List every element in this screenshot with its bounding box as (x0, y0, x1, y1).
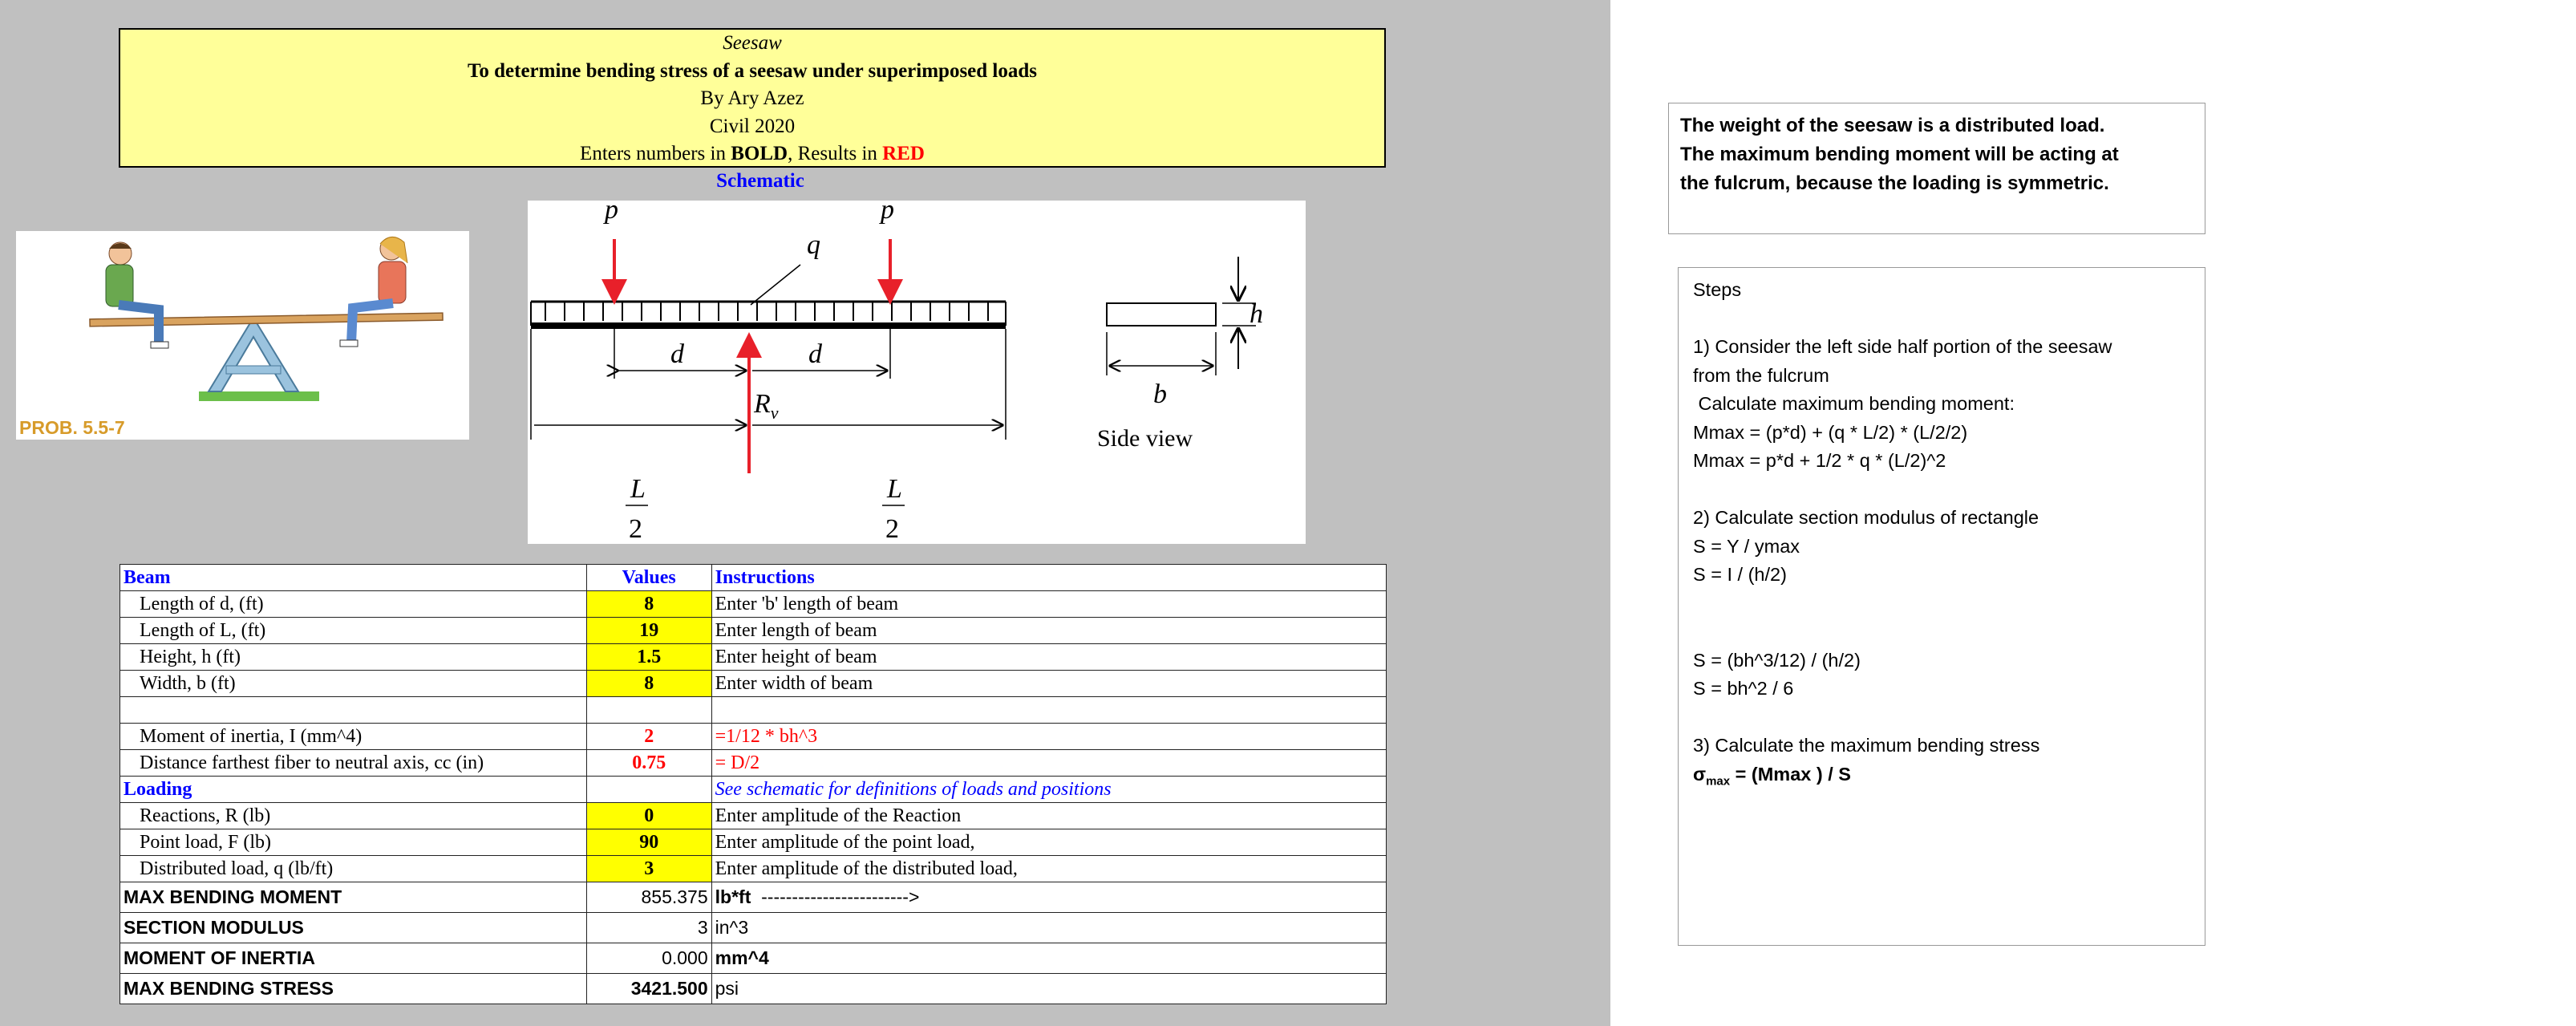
row-label: Distributed load, q (lb/ft) (120, 856, 587, 882)
row-label: Height, h (ft) (120, 644, 587, 671)
note-textbox[interactable] (1668, 103, 2205, 234)
result-row (120, 882, 1387, 913)
table-row (120, 591, 1387, 618)
row-label: Point load, F (lb) (120, 829, 587, 856)
title-block (119, 28, 1386, 168)
beam-schematic (528, 201, 1306, 544)
result-unit: psi (711, 974, 1386, 1004)
row-instruction: Enter amplitude of the point load, (711, 829, 1386, 856)
problem-label: PROB. 5.5-7 (19, 417, 125, 438)
input-reaction[interactable]: 0 (586, 803, 711, 829)
result-unit: in^3 (711, 913, 1386, 943)
table-row (120, 671, 1387, 697)
result-label: MAX BENDING STRESS (120, 974, 587, 1004)
step-line: S = I / (h/2) (1693, 564, 1787, 585)
step-line: 2) Calculate section modulus of rectangle (1693, 507, 2039, 528)
title-legend: Enters numbers in BOLD, Results in RED (580, 143, 925, 164)
L-label-right: L (887, 474, 902, 504)
step-line: S = Y / ymax (1693, 535, 1800, 557)
side-view-label: Side view (1097, 425, 1193, 452)
h-label: h (1250, 299, 1263, 329)
step-line: Mmax = p*d + 1/2 * q * (L/2)^2 (1693, 450, 1946, 471)
row-label: Length of d, (ft) (120, 591, 587, 618)
step-line: Mmax = (p*d) + (q * L/2) * (L/2/2) (1693, 421, 1968, 443)
input-L[interactable]: 19 (586, 618, 711, 644)
row-instruction: Enter length of beam (711, 618, 1386, 644)
table-row (120, 644, 1387, 671)
input-d[interactable]: 8 (586, 591, 711, 618)
row-label: Length of L, (ft) (120, 618, 587, 644)
result-label: MAX BENDING MOMENT (120, 882, 587, 913)
step-line: S = bh^2 / 6 (1693, 678, 1794, 699)
input-distributed-load[interactable]: 3 (586, 856, 711, 882)
input-point-load[interactable]: 90 (586, 829, 711, 856)
note-line: the fulcrum, because the loading is symmetric. (1680, 172, 2109, 194)
title-description: To determine bending stress of a seesaw under superimposed loads (467, 59, 1038, 82)
row-label: Reactions, R (lb) (120, 803, 587, 829)
schematic-label: Schematic (716, 170, 804, 192)
result-section-modulus: 3 (586, 913, 711, 943)
two-label-right: 2 (885, 514, 899, 544)
two-label-left: 2 (629, 514, 642, 544)
result-unit: lb*ft ------------------------> (711, 882, 1386, 913)
row-label: Moment of inertia, I (mm^4) (120, 724, 587, 750)
row-instruction: Enter height of beam (711, 644, 1386, 671)
row-instruction: Enter amplitude of the distributed load, (711, 856, 1386, 882)
row-instruction: Enter 'b' length of beam (711, 591, 1386, 618)
row-formula: =1/12 * bh^3 (711, 724, 1386, 750)
result-row (120, 913, 1387, 943)
title-course: Civil 2020 (709, 115, 796, 137)
row-instruction: Enter amplitude of the Reaction (711, 803, 1386, 829)
result-max-moment: 855.375 (586, 882, 711, 913)
step-line: Calculate maximum bending moment: (1693, 393, 2015, 414)
q-label: q (807, 230, 820, 260)
result-row (120, 974, 1387, 1004)
input-b[interactable]: 8 (586, 671, 711, 697)
note-line: The weight of the seesaw is a distributed load. (1680, 115, 2105, 136)
table-row (120, 803, 1387, 829)
result-unit: mm^4 (711, 943, 1386, 974)
table-row (120, 750, 1387, 777)
d-label-left: d (670, 339, 684, 369)
row-label: Width, b (ft) (120, 671, 587, 697)
L-label-left: L (630, 474, 646, 504)
table-row-empty (120, 697, 1387, 724)
header-values: Values (586, 565, 711, 591)
header-instructions: Instructions (711, 565, 1386, 591)
header-beam: Beam (120, 565, 587, 591)
result-row (120, 943, 1387, 974)
step-line: from the fulcrum (1693, 364, 1829, 386)
result-label: MOMENT OF INERTIA (120, 943, 587, 974)
p-label-left: p (605, 201, 618, 225)
row-instruction: Enter width of beam (711, 671, 1386, 697)
table-header-row (120, 565, 1387, 591)
step-line: 1) Consider the left side half portion of the seesaw (1693, 336, 2112, 357)
step-line: S = (bh^3/12) / (h/2) (1693, 649, 1861, 671)
stress-formula: $\sigma_{max} = (Mmax$ ) / S (1693, 763, 1851, 789)
result-max-stress: 3421.500 (586, 974, 711, 1004)
p-label-right: p (881, 201, 894, 225)
result-moment-inertia: 0.000 (586, 943, 711, 974)
rv-label: $R_v$ (754, 389, 779, 423)
table-row (120, 829, 1387, 856)
input-h[interactable]: 1.5 (586, 644, 711, 671)
title-seesaw: Seesaw (723, 32, 782, 54)
result-moment-of-inertia: 2 (586, 724, 711, 750)
steps-title: Steps (1693, 279, 1742, 300)
loading-header-row (120, 777, 1387, 803)
loading-note: See schematic for definitions of loads and positions (711, 777, 1386, 803)
row-label: Distance farthest fiber to neutral axis, cc (in) (120, 750, 587, 777)
result-distance-cc: 0.75 (586, 750, 711, 777)
b-label: b (1153, 379, 1167, 409)
result-label: SECTION MODULUS (120, 913, 587, 943)
steps-textbox[interactable] (1678, 267, 2205, 946)
d-label-right: d (808, 339, 822, 369)
table-row (120, 618, 1387, 644)
note-line: The maximum bending moment will be acting at (1680, 144, 2119, 165)
header-loading: Loading (120, 777, 587, 803)
step-line: 3) Calculate the maximum bending stress (1693, 735, 2040, 756)
seesaw-illustration (16, 231, 469, 440)
row-formula: = D/2 (711, 750, 1386, 777)
table-row (120, 724, 1387, 750)
title-author: By Ary Azez (700, 87, 804, 109)
table-row (120, 856, 1387, 882)
calculation-table (119, 564, 1387, 1004)
